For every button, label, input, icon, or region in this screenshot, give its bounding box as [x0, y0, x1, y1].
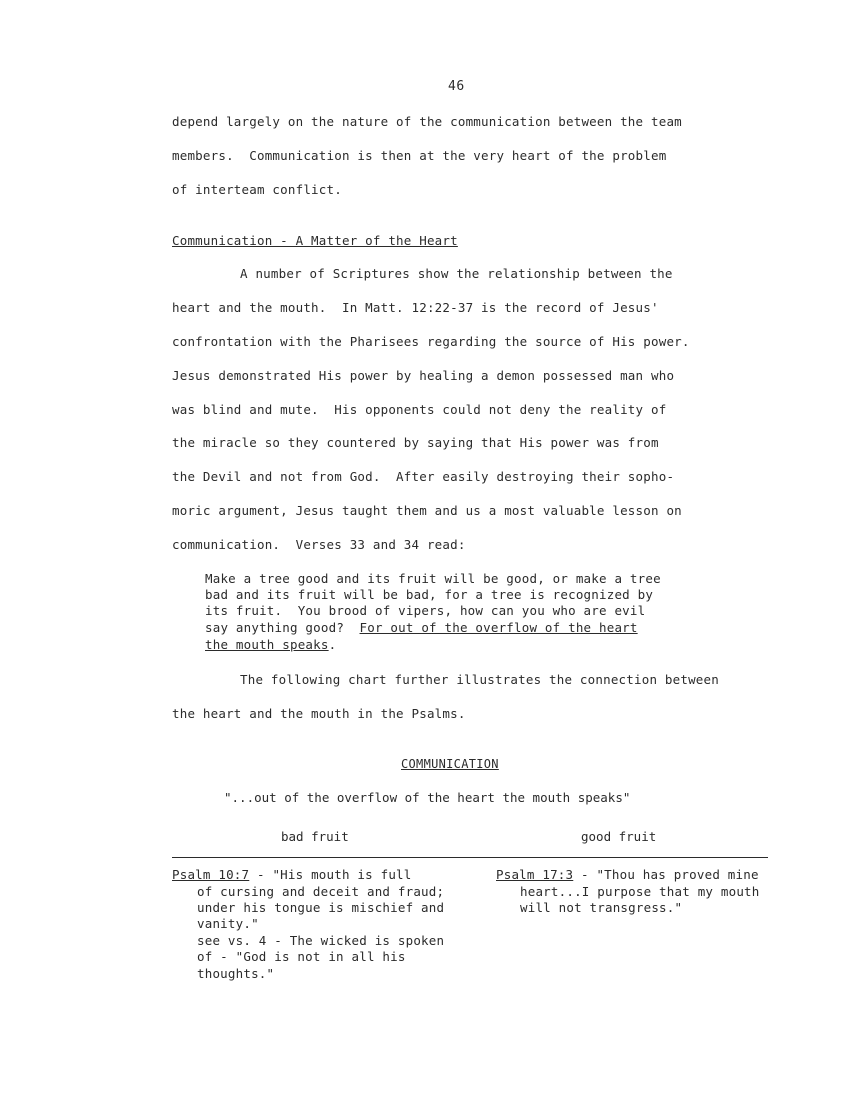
- quote-emphasis: the mouth speaks: [205, 637, 329, 652]
- quote-line: its fruit. You brood of vipers, how can you who are evil: [205, 603, 646, 618]
- column-header-bad-fruit: bad fruit: [281, 829, 349, 844]
- cell-text: - "His mouth is full: [249, 867, 412, 882]
- paragraph-line: depend largely on the nature of the communication between the team: [172, 114, 682, 129]
- quote-line: Make a tree good and its fruit will be good, or make a tree: [205, 571, 661, 586]
- page-number: 46: [448, 79, 465, 94]
- table-cell-line: will not transgress.": [520, 900, 683, 915]
- paragraph-line: heart and the mouth. In Matt. 12:22-37 is the record of Jesus': [172, 300, 659, 315]
- table-cell-line: vanity.": [197, 916, 259, 931]
- paragraph-line: communication. Verses 33 and 34 read:: [172, 537, 466, 552]
- paragraph-line: moric argument, Jesus taught them and us a most valuable lesson on: [172, 503, 682, 518]
- chart-quote: "...out of the overflow of the heart the mouth speaks": [224, 790, 631, 805]
- column-header-good-fruit: good fruit: [581, 829, 657, 844]
- table-cell-line: see vs. 4 - The wicked is spoken: [197, 933, 445, 948]
- paragraph-line: Jesus demonstrated His power by healing a demon possessed man who: [172, 368, 675, 383]
- table-cell-line: of cursing and deceit and fraud;: [197, 884, 445, 899]
- paragraph-line: was blind and mute. His opponents could not deny the reality of: [172, 402, 667, 417]
- table-cell-line: [172, 867, 412, 882]
- section-heading: Communication - A Matter of the Heart: [172, 233, 458, 248]
- paragraph-line: members. Communication is then at the very heart of the problem: [172, 148, 667, 163]
- quote-emphasis: For out of the overflow of the heart: [359, 620, 638, 635]
- table-cell-line: under his tongue is mischief and: [197, 900, 445, 915]
- cell-text: - "Thou has proved mine: [573, 867, 759, 882]
- table-cell-line: heart...I purpose that my mouth: [520, 884, 760, 899]
- quote-line: [205, 637, 336, 652]
- chart-title: COMMUNICATION: [401, 757, 499, 771]
- table-cell-line: thoughts.": [197, 966, 275, 981]
- table-cell-line: of - "God is not in all his: [197, 949, 406, 964]
- paragraph-line: of interteam conflict.: [172, 182, 342, 197]
- table-cell-line: [496, 867, 759, 882]
- quote-line: [205, 620, 638, 635]
- paragraph-line: the miracle so they countered by saying that His power was from: [172, 435, 659, 450]
- table-rule: [172, 857, 768, 858]
- paragraph-line: the Devil and not from God. After easily destroying their sopho-: [172, 469, 675, 484]
- quote-line: bad and its fruit will be bad, for a tree is recognized by: [205, 587, 654, 602]
- paragraph-line: A number of Scriptures show the relationship between the: [240, 266, 673, 281]
- paragraph-line: confrontation with the Pharisees regarding the source of His power.: [172, 334, 690, 349]
- scripture-reference: Psalm 17:3: [496, 867, 574, 882]
- quote-text: .: [328, 637, 337, 652]
- paragraph-line: The following chart further illustrates the connection between: [240, 672, 719, 687]
- paragraph-line: the heart and the mouth in the Psalms.: [172, 706, 466, 721]
- quote-text: say anything good?: [205, 620, 360, 635]
- scripture-reference: Psalm 10:7: [172, 867, 250, 882]
